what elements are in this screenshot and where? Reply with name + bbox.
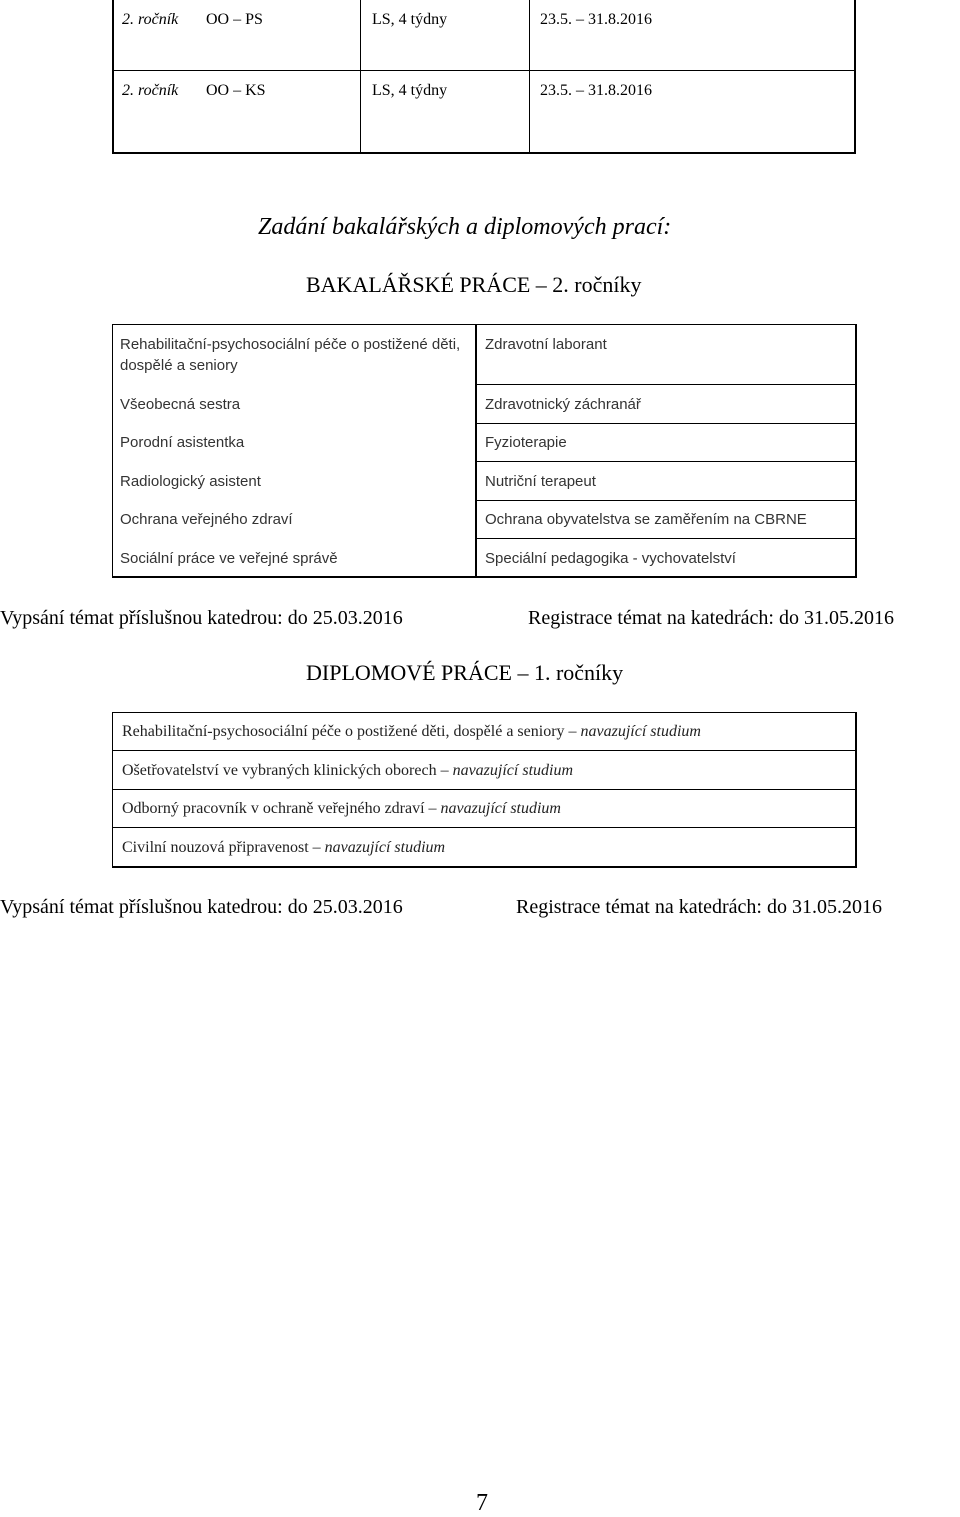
bachelor-programs-table (112, 324, 857, 578)
schedule-row-2-label (122, 81, 178, 101)
row-divider (113, 789, 855, 790)
program-item: Sociální práce ve veřejné správě (120, 550, 338, 567)
diploma-heading: DIPLOMOVÉ PRÁCE – 1. ročníky (306, 660, 624, 685)
program-item: Nutriční terapeut (485, 473, 596, 490)
schedule-row-1-dates: 23.5. – 31.8.2016 (540, 11, 652, 28)
row-divider (477, 538, 855, 539)
diploma-registration-deadline: Registrace témat na katedrách: do 31.05.2016 (516, 896, 882, 918)
row-divider (113, 750, 855, 751)
diploma-programs-table (112, 712, 857, 868)
program-name: Odborný pracovník v ochraně veřejného zdraví – (122, 800, 437, 817)
program-name: Civilní nouzová připravenost – (122, 839, 321, 856)
program-item: Zdravotnický záchranář (485, 396, 641, 413)
study-type: navazující studium (324, 839, 446, 856)
schedule-table (112, 0, 856, 154)
diploma-program-item (122, 722, 701, 742)
program-item: Zdravotní laborant (485, 336, 607, 353)
program-item: Ochrana veřejného zdraví (120, 511, 293, 528)
bachelor-heading: BAKALÁŘSKÉ PRÁCE – 2. ročníky (306, 272, 642, 297)
row-divider (477, 384, 855, 385)
program-name: Rehabilitační-psychosociální péče o postižené děti, dospělé a seniory – (122, 723, 577, 740)
program-item: Všeobecná sestra (120, 396, 241, 413)
program-item: Porodní asistentka (120, 434, 245, 451)
schedule-row-2-term: LS, 4 týdny (372, 82, 448, 99)
study-type: navazující studium (452, 762, 574, 779)
program-item: Speciální pedagogika - vychovatelství (485, 550, 736, 567)
program-item: Radiologický asistent (120, 473, 261, 490)
year-label: 2. ročník (122, 82, 179, 99)
page-number: 7 (476, 1490, 488, 1516)
row-divider (477, 423, 855, 424)
assignment-heading: Zadání bakalářských a diplomových prací: (258, 214, 672, 240)
schedule-row-2-dates: 23.5. – 31.8.2016 (540, 82, 652, 99)
row-divider (114, 70, 854, 71)
diploma-program-item (122, 799, 561, 819)
study-type: navazující studium (580, 723, 701, 740)
program-item: Fyzioterapie (485, 434, 567, 451)
bachelor-registration-deadline: Registrace témat na katedrách: do 31.05.2016 (528, 607, 894, 629)
program-name: Ošetřovatelství ve vybraných klinických oborech – (122, 762, 449, 779)
row-divider (113, 827, 855, 828)
program-item: Rehabilitační-psychosociální péče o postižené děti, dospělé a seniory (120, 336, 461, 374)
program-item: Ochrana obyvatelstva se zaměřením na CBRNE (485, 511, 807, 528)
diploma-topics-deadline: Vypsání témat příslušnou katedrou: do 25.03.2016 (0, 896, 403, 918)
row-divider (477, 500, 855, 501)
schedule-row-1-label (122, 10, 178, 30)
study-type: navazující studium (440, 800, 561, 817)
diploma-program-item (122, 761, 573, 781)
column-divider (529, 0, 530, 152)
year-label: 2. ročník (122, 11, 179, 28)
row-divider (477, 461, 855, 462)
diploma-program-item (122, 838, 445, 858)
bachelor-topics-deadline: Vypsání témat příslušnou katedrou: do 25.03.2016 (0, 607, 403, 629)
schedule-row-1-term: LS, 4 týdny (372, 11, 448, 28)
schedule-row-2-program: OO – KS (206, 82, 266, 99)
schedule-row-1-program: OO – PS (206, 11, 263, 28)
column-divider (360, 0, 361, 152)
